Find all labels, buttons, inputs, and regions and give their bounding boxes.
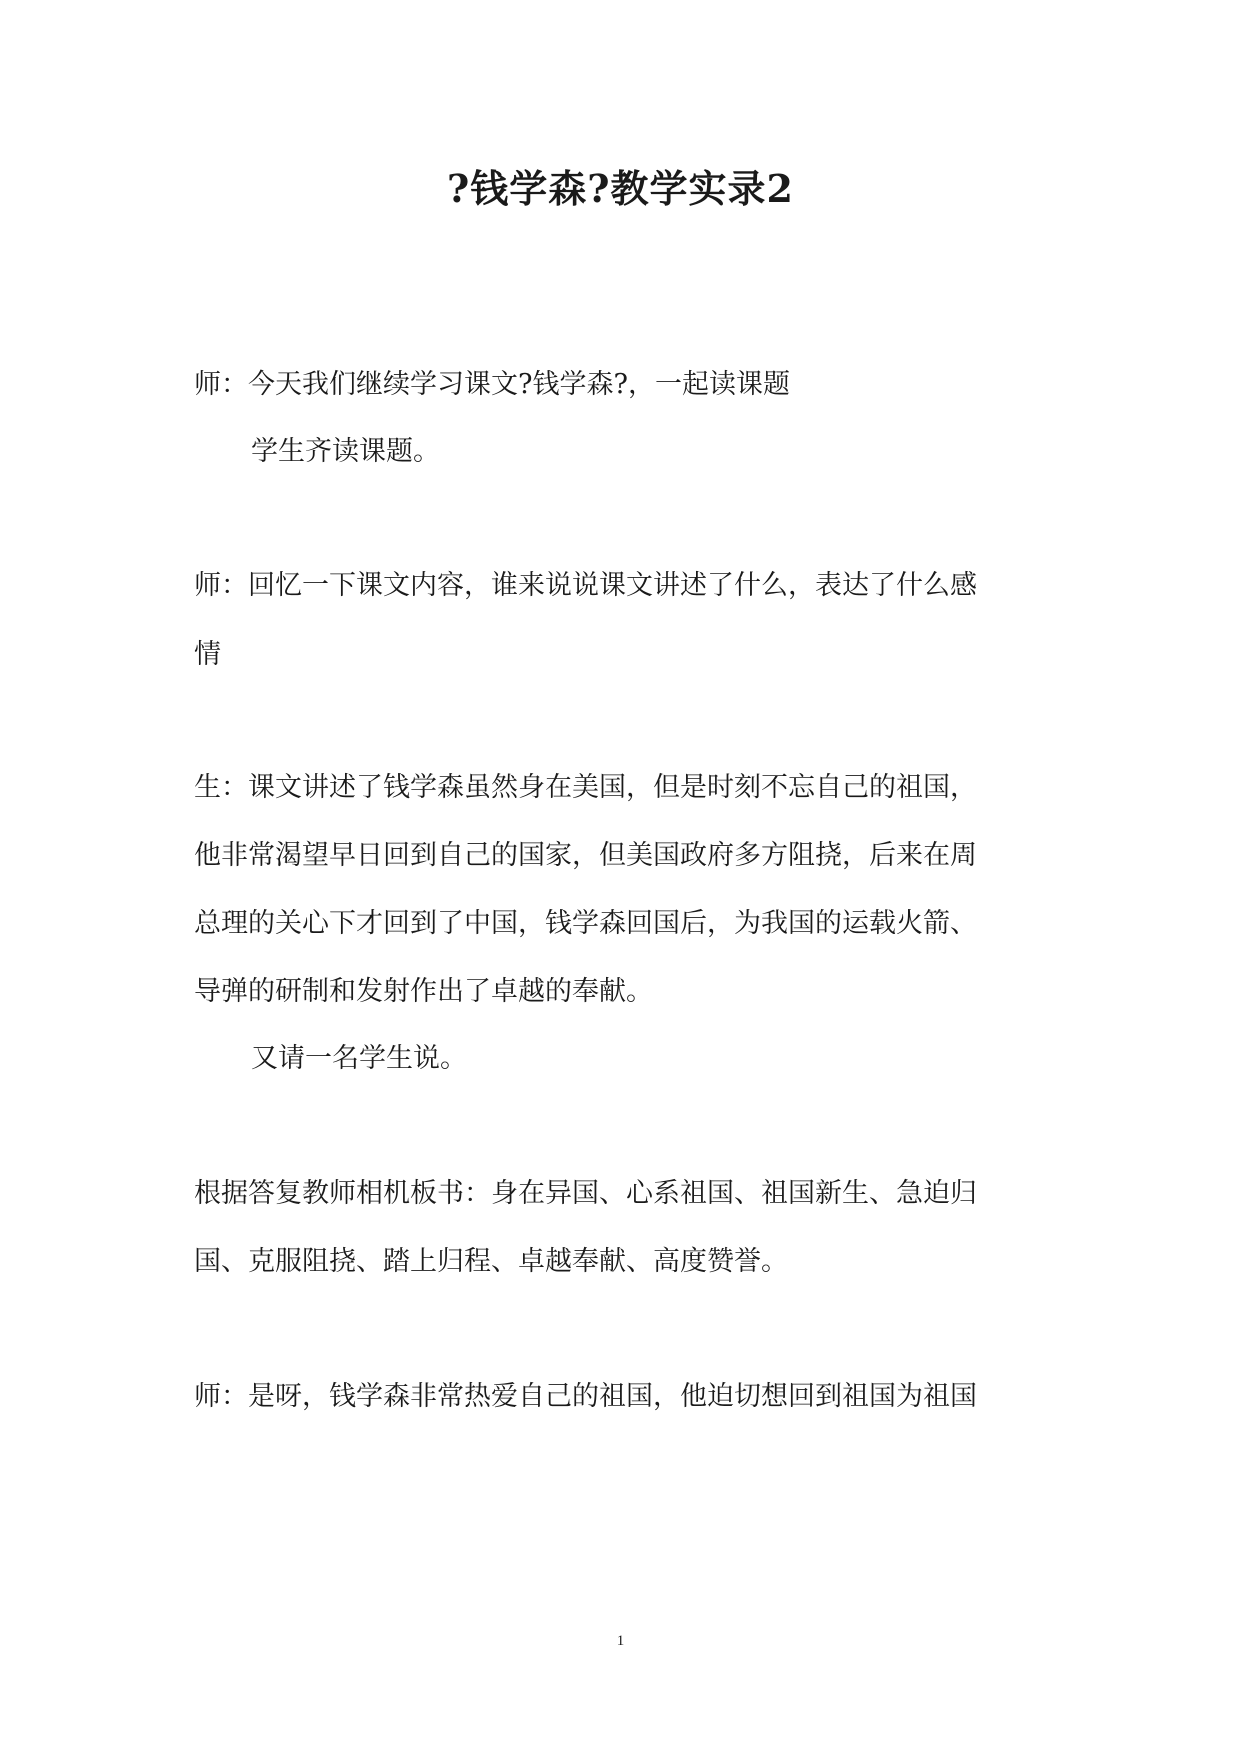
paragraph-line: 情: [194, 639, 221, 670]
paragraph-line: 师：是呀，钱学森非常热爱自己的祖国，他迫切想回到祖国为祖国: [194, 1381, 977, 1412]
paragraph-line: 师：回忆一下课文内容，谁来说说课文讲述了什么，表达了什么感: [194, 570, 977, 601]
paragraph-line: 学生齐读课题。: [251, 436, 440, 467]
paragraph-line: 国、克服阻挠、踏上归程、卓越奉献、高度赞誉。: [194, 1246, 788, 1277]
paragraph-line: 他非常渴望早日回到自己的国家，但美国政府多方阻挠，后来在周: [194, 840, 977, 871]
paragraph-line: 生：课文讲述了钱学森虽然身在美国，但是时刻不忘自己的祖国，: [194, 772, 977, 803]
document-title: ?钱学森?教学实录2: [447, 166, 794, 211]
paragraph-line: 导弹的研制和发射作出了卓越的奉献。: [194, 976, 653, 1007]
paragraph-line: 根据答复教师相机板书：身在异国、心系祖国、祖国新生、急迫归: [194, 1178, 977, 1209]
paragraph-line: 总理的关心下才回到了中国，钱学森回国后，为我国的运载火箭、: [194, 908, 977, 939]
paragraph-line: 师：今天我们继续学习课文?钱学森?，一起读课题: [194, 369, 790, 400]
paragraph-line: 又请一名学生说。: [251, 1043, 467, 1074]
page-number: 1: [616, 1633, 625, 1649]
